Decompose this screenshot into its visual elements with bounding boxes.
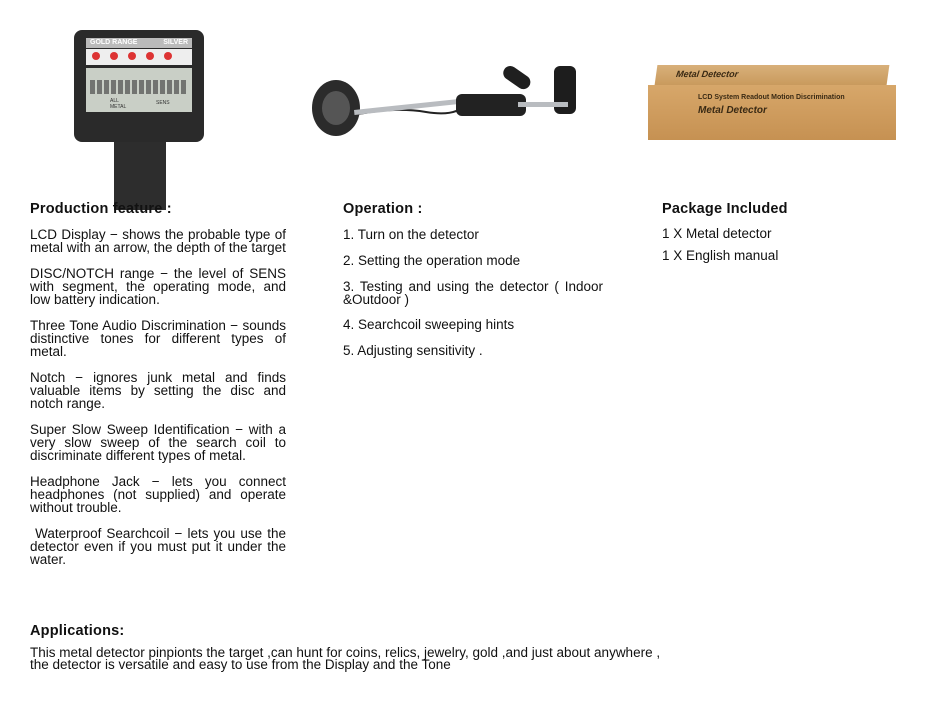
applications-line: This metal detector pinpionts the target ,can hunt for coins, relics, jewelry, gold ,and just about anywhere , — [30, 645, 661, 660]
metal-icon — [164, 52, 172, 60]
operation-step: 2. Setting the operation mode — [343, 253, 521, 268]
lcd-header-bar — [86, 38, 192, 48]
lcd-label-left: ALL METAL — [110, 98, 127, 110]
lcd-header-right: SILVER — [163, 39, 188, 46]
features-list — [30, 227, 290, 567]
lcd-handle — [114, 135, 166, 210]
package-list — [662, 227, 892, 263]
lcd-screen — [86, 68, 192, 112]
feature-item: DISC/NOTCH range − the level of SENS with segment, the operating mode, and low battery indication. — [30, 266, 286, 307]
features-heading: Production feature : — [30, 201, 172, 217]
operation-step: 1. Turn on the detector — [343, 227, 479, 242]
detector-arm-bar — [518, 102, 568, 107]
operation-step: 5. Adjusting sensitivity . — [343, 343, 483, 358]
metal-icon — [128, 52, 136, 60]
feature-item: Waterproof Searchcoil − lets you use the detector even if you must put it under the water. — [30, 526, 290, 567]
lcd-header-left: GOLD RANGE — [90, 39, 138, 46]
operation-list — [343, 228, 603, 358]
applications-line: the detector is versatile and easy to use from the Display and the Tone — [30, 657, 451, 672]
feature-item: Notch − ignores junk metal and finds valuable items by setting the disc and notch range. — [30, 370, 286, 411]
search-coil-inner — [322, 91, 350, 125]
feature-item: Three Tone Audio Discrimination − sounds distinctive tones for different types of metal. — [30, 318, 286, 359]
lcd-control-image — [74, 30, 206, 210]
lcd-icon-row — [86, 49, 192, 65]
metal-detector-image — [306, 62, 586, 142]
package-item: 1 X English manual — [662, 248, 779, 263]
operation-heading: Operation : — [343, 201, 423, 217]
operation-step: 4. Searchcoil sweeping hints — [343, 317, 515, 332]
feature-item: Headphone Jack − lets you connect headphones (not supplied) and operate without trouble. — [30, 474, 286, 515]
package-heading: Package Included — [662, 201, 788, 217]
box-top-face — [655, 65, 890, 85]
box-front-face — [648, 85, 896, 140]
lcd-segments — [90, 80, 188, 94]
metal-icon — [146, 52, 154, 60]
box-front-line: LCD System Readout Motion Discrimination — [698, 94, 845, 101]
detector-control-box — [456, 94, 526, 116]
metal-icon — [110, 52, 118, 60]
detector-handle — [501, 63, 534, 92]
package-item: 1 X Metal detector — [662, 226, 772, 241]
applications-text — [30, 647, 730, 671]
feature-item: LCD Display − shows the probable type of metal with an arrow, the depth of the target — [30, 227, 286, 255]
feature-item: Super Slow Sweep Identification − with a very slow sweep of the search coil to discriminate different types of metal. — [30, 422, 286, 463]
operation-step: 3. Testing and using the detector ( Indoor &Outdoor ) — [343, 279, 603, 307]
box-top-text: Metal Detector — [675, 69, 739, 79]
lcd-label-right: SENS — [156, 100, 170, 106]
metal-icon — [92, 52, 100, 60]
box-front-title: Metal Detector — [698, 105, 767, 116]
applications-heading: Applications: — [30, 623, 125, 639]
package-box-image — [648, 65, 896, 140]
